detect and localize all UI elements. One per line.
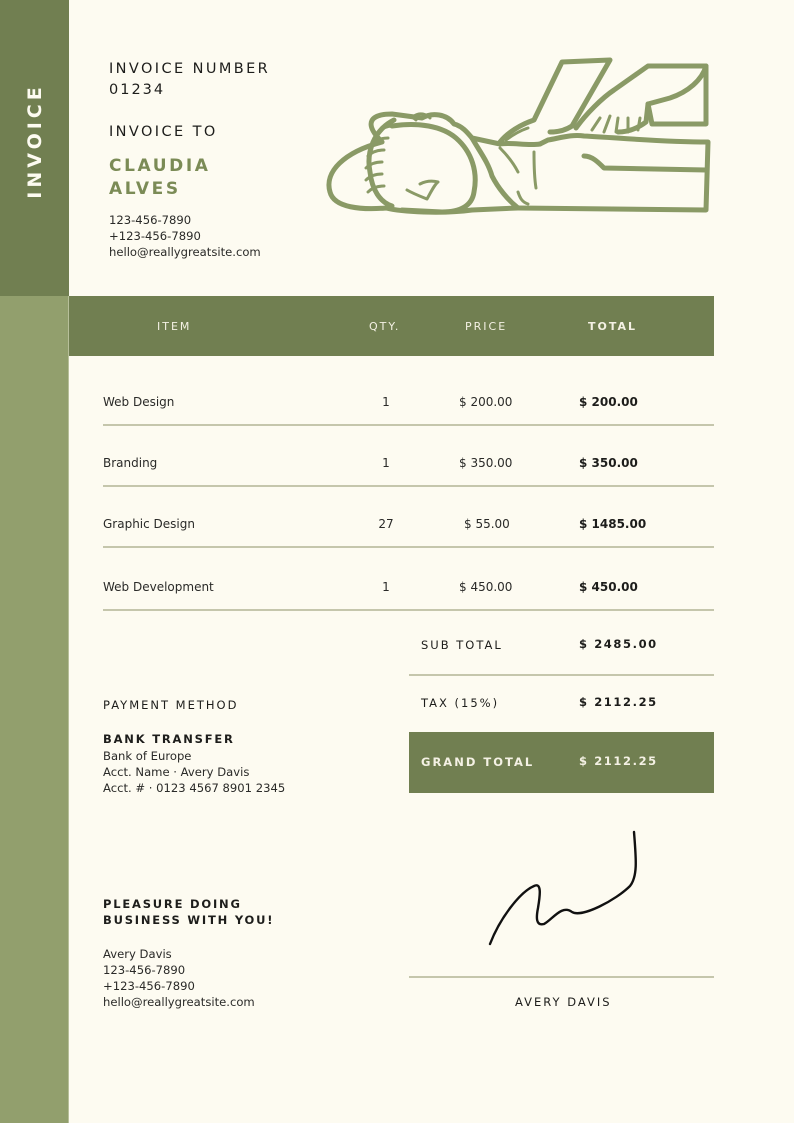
table-row: Branding 1 $ 350.00 $ 350.00 <box>103 426 714 487</box>
table-row: Web Development 1 $ 450.00 $ 450.00 <box>103 550 714 611</box>
subtotal-divider <box>409 674 714 676</box>
thanks-line-2: BUSINESS WITH YOU! <box>103 913 275 927</box>
bank-name: Bank of Europe <box>103 749 192 763</box>
row-item: Web Development <box>103 580 214 594</box>
row-divider <box>103 609 714 611</box>
row-price: $ 200.00 <box>459 395 513 409</box>
row-divider <box>103 546 714 548</box>
massage-illustration-icon <box>322 52 714 224</box>
row-total: $ 450.00 <box>579 580 638 594</box>
grand-total-bar <box>409 732 714 793</box>
sidebar-bottom-band <box>0 296 69 1123</box>
tax-label: TAX (15%) <box>421 696 500 710</box>
sender-phone-2: +123-456-7890 <box>103 979 195 993</box>
thanks-line-1: PLEASURE DOING <box>103 897 242 911</box>
column-header-qty: QTY. <box>369 320 401 333</box>
row-price: $ 55.00 <box>464 517 510 531</box>
signature-line <box>409 976 714 978</box>
signature-icon <box>486 828 642 948</box>
payment-method-label: PAYMENT METHOD <box>103 698 239 712</box>
client-phone-2: +123-456-7890 <box>109 229 201 243</box>
invoice-number: 01234 <box>109 82 166 98</box>
account-number: Acct. # · 0123 4567 8901 2345 <box>103 781 286 795</box>
column-header-item: ITEM <box>157 320 192 333</box>
row-total: $ 350.00 <box>579 456 638 470</box>
client-last-name: ALVES <box>109 179 181 199</box>
client-email: hello@reallygreatsite.com <box>109 245 261 259</box>
sender-email: hello@reallygreatsite.com <box>103 995 255 1009</box>
subtotal-label: SUB TOTAL <box>421 638 503 652</box>
client-phone-1: 123-456-7890 <box>109 213 192 227</box>
client-first-name: CLAUDIA <box>109 156 211 176</box>
grand-total-label: GRAND TOTAL <box>421 755 535 769</box>
invoice-number-label: INVOICE NUMBER <box>109 61 271 77</box>
table-row: Web Design 1 $ 200.00 $ 200.00 <box>103 365 714 426</box>
row-item: Branding <box>103 456 158 470</box>
row-item: Graphic Design <box>103 517 195 531</box>
row-total: $ 1485.00 <box>579 517 647 531</box>
grand-total-value: $ 2112.25 <box>579 754 658 768</box>
invoice-to-label: INVOICE TO <box>109 124 218 140</box>
sidebar-top-band <box>0 0 69 296</box>
table-row: Graphic Design 27 $ 55.00 $ 1485.00 <box>103 487 714 548</box>
column-header-price: PRICE <box>465 320 508 333</box>
row-total: $ 200.00 <box>579 395 638 409</box>
row-price: $ 450.00 <box>459 580 513 594</box>
table-header <box>69 296 714 356</box>
tax-value: $ 2112.25 <box>579 695 658 709</box>
sidebar-invoice-title: INVOICE <box>24 83 46 199</box>
payment-method-name: BANK TRANSFER <box>103 732 235 746</box>
signature-name: AVERY DAVIS <box>515 995 612 1009</box>
row-price: $ 350.00 <box>459 456 513 470</box>
subtotal-value: $ 2485.00 <box>579 637 658 651</box>
row-item: Web Design <box>103 395 175 409</box>
column-header-total: TOTAL <box>588 320 638 333</box>
account-name: Acct. Name · Avery Davis <box>103 765 250 779</box>
sender-phone-1: 123-456-7890 <box>103 963 186 977</box>
sender-name: Avery Davis <box>103 947 172 961</box>
